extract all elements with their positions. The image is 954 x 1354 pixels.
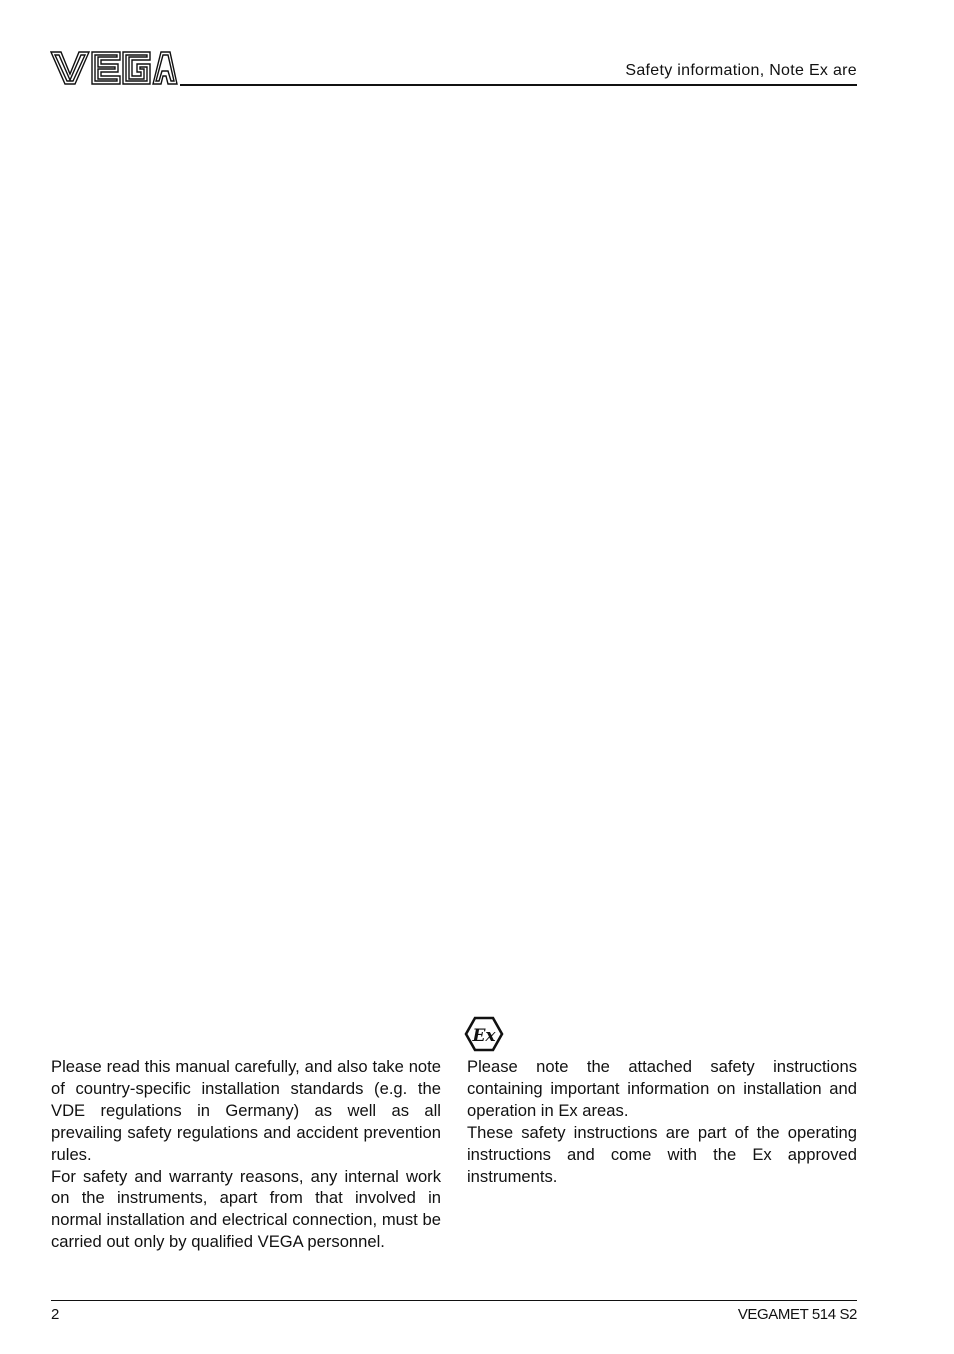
running-title: Safety information, Note Ex are	[625, 62, 857, 79]
ex-protection-icon	[464, 1016, 504, 1052]
svg-text:Ex: Ex	[472, 1026, 496, 1046]
vega-logo	[50, 50, 178, 86]
paragraph-qualified-personnel: For safety and warranty reasons, any internal work on the instruments, apart from that involved in normal installation and electrical connection, must be carried out only by qualified VEGA personnel.	[51, 1166, 441, 1252]
left-column	[51, 1056, 441, 1253]
right-column	[467, 1056, 857, 1187]
footer-rule	[51, 1300, 857, 1301]
header-rule	[180, 84, 857, 86]
paragraph-safety-instructions: Please note the attached safety instructions containing important information on installation and operation in Ex areas.	[467, 1057, 857, 1120]
product-name: VEGAMET 514 S2	[737, 1306, 857, 1323]
page-number: 2	[51, 1306, 60, 1323]
paragraph-ex-approved: These safety instructions are part of the operating instructions and come with the Ex approved instruments.	[467, 1122, 857, 1186]
paragraph-read-manual: Please read this manual carefully, and also take note of country-specific installation standards (e.g. the VDE regulations in Germany) as well as all prevailing safety regulations and accident prevention rules.	[51, 1057, 441, 1164]
